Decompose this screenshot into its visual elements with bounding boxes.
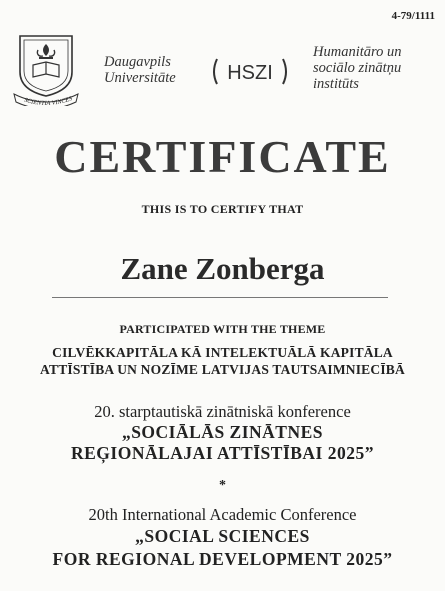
theme-title xyxy=(0,344,445,378)
seal-text: SCIENTIA VINCES xyxy=(23,95,74,106)
university-name xyxy=(104,54,176,86)
certificate-title: CERTIFICATE xyxy=(54,131,391,182)
university-name-line: Universitāte xyxy=(104,70,176,86)
participated-text: PARTICIPATED WITH THE THEME xyxy=(119,322,326,336)
institute-name-line: institūts xyxy=(313,76,359,92)
lv-title-line: „SOCIĀLĀS ZINĀTNES xyxy=(121,422,324,442)
name-underline xyxy=(52,297,388,298)
hszi-text: HSZI xyxy=(227,62,273,84)
institute-name xyxy=(313,44,401,92)
theme-line: CILVĒKKAPITĀLA KĀ INTELEKTUĀLĀ KAPITĀLA xyxy=(52,345,393,360)
lv-conference-line: 20. starptautiskā zinātniskā konference xyxy=(94,402,351,421)
university-name-line: Daugavpils xyxy=(104,54,171,70)
recipient-name: Zane Zonberga xyxy=(120,251,325,286)
institute-name-line: sociālo zinātņu xyxy=(313,60,402,76)
lv-title-line: REĢIONĀLAJAI ATTĪSTĪBAI 2025” xyxy=(71,443,374,463)
certify-text: THIS IS TO CERTIFY THAT xyxy=(141,202,304,216)
en-conference-line: 20th International Academic Conference xyxy=(88,505,357,524)
theme-line: ATTĪSTĪBA UN NOZĪME LATVIJAS TAUTSAIMNIECĪBĀ xyxy=(40,362,405,377)
en-conference-title xyxy=(0,525,445,571)
institute-name-line: Humanitāro un xyxy=(313,44,402,60)
certificate-number: 4-79/1111 xyxy=(391,10,435,22)
university-seal-icon xyxy=(12,32,80,106)
en-title-line: „SOCIAL SCIENCES xyxy=(135,526,310,546)
hszi-logo-icon xyxy=(208,54,292,88)
lv-conference-title xyxy=(0,422,445,464)
separator-star: * xyxy=(219,478,226,493)
en-title-line: FOR REGIONAL DEVELOPMENT 2025” xyxy=(52,549,393,569)
